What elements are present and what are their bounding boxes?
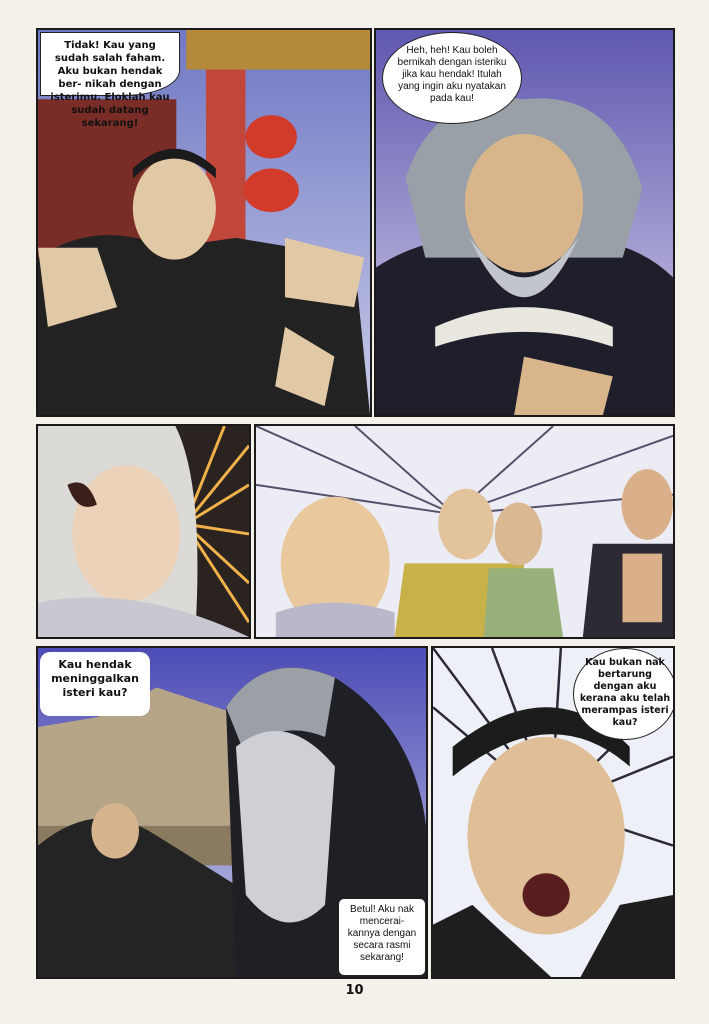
panel-4-art [256,426,673,637]
lantern-2 [244,169,299,213]
panel-3 [36,424,251,639]
speech-bubble-6: Kau bukan nak bertarung dengan aku kerana aku telah merampas isteri kau? [573,648,675,740]
speech-bubble-2: Heh, heh! Kau boleh bernikah dengan isteriku jika kau hendak! Itulah yang ingin aku nyatakan pada kau! [382,32,522,124]
page-number: 10 [345,983,364,998]
old-master-face [465,134,583,273]
panel-3-art [38,426,249,637]
panel-5 [36,646,428,979]
panel-6 [431,646,675,979]
man-4-face [621,469,673,540]
speech-bubble-1: Tidak! Kau yang sudah salah faham. Aku bukan hendak ber- nikah dengan isterimu. Eloklah kau sudah datang sekarang! [40,32,180,96]
panel-4 [254,424,675,639]
panel-2 [374,28,675,417]
open-mouth [523,873,570,916]
woman-face [72,465,180,602]
fur-sleeve [236,731,335,922]
panel-1 [36,28,372,417]
lantern-1 [246,115,297,159]
man-2-face [438,489,493,560]
angry-man-face [133,157,216,260]
speech-bubble-5b: Betul! Aku nak mencerai- kannya dengan secara rasmi sekarang! [338,898,426,976]
speech-bubble-5a: Kau hendak meninggalkan isteri kau? [40,652,150,716]
man-3-face [495,503,543,566]
